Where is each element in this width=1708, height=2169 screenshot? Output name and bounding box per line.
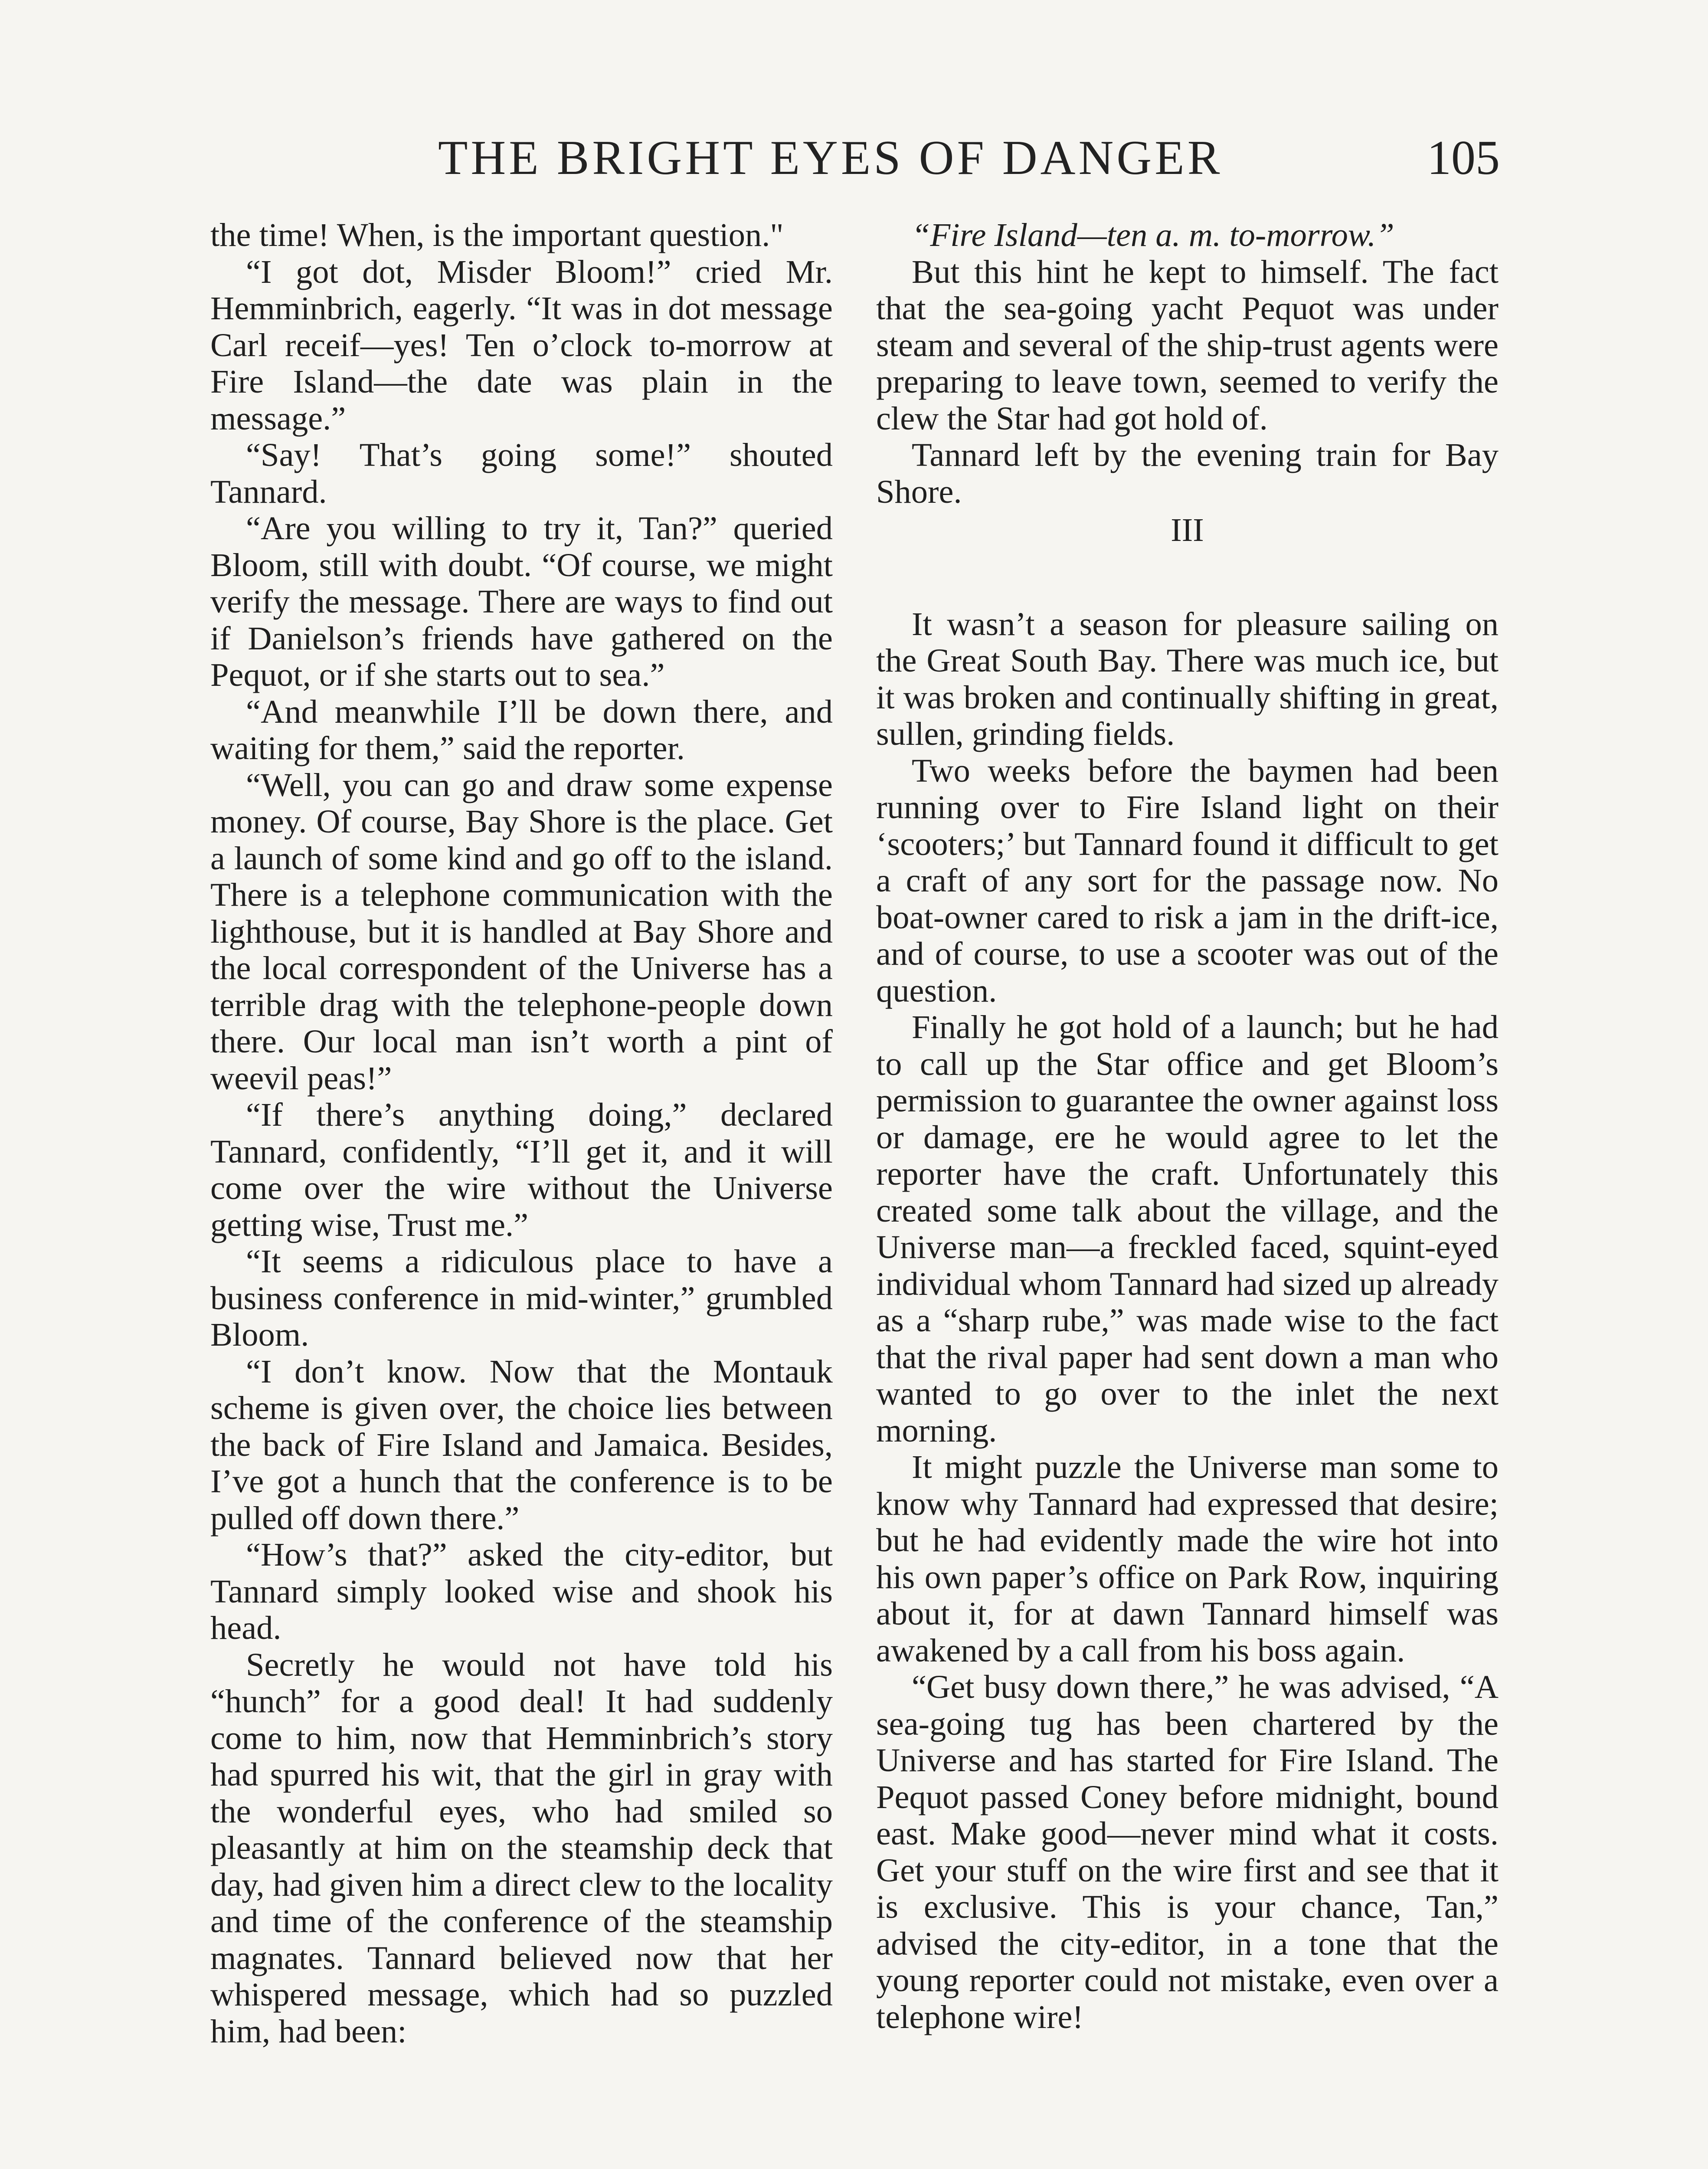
left-column	[210, 217, 833, 2050]
paragraph: Two weeks before the baymen had been running over to Fire Island light on their ‘scooters;’ but Tannard found it difficult to get a craft of any sort for the passage now. No boat-owner cared to risk a jam in the drift-ice, and of course, to use a scooter was out of the question.	[876, 752, 1499, 1009]
paragraph: “Say! That’s going some!” shouted Tannard.	[210, 436, 833, 510]
paragraph: “And meanwhile I’ll be down there, and waiting for them,” said the reporter.	[210, 693, 833, 767]
page-number: 105	[1427, 131, 1500, 185]
paragraph: the time! When, is the important question."	[210, 216, 784, 253]
paragraph: “How’s that?” asked the city-editor, but Tannard simply looked wise and shook his head.	[210, 1536, 833, 1646]
paragraph: “If there’s anything doing,” declared Tannard, confidently, “I’ll get it, and it will come over the wire without the Universe getting wise, Trust me.”	[210, 1096, 833, 1243]
paragraph: It might puzzle the Universe man some to know why Tannard had expressed that desire; but he had evidently made the wire hot into his own paper’s office on Park Row, inquiring about it, for at dawn Tannard himself was awakened by a call from his boss again.	[876, 1448, 1499, 1669]
paragraph: “Get busy down there,” he was advised, “A sea-going tug has been chartered by the Universe and has started for Fire Island. The Pequot passed Coney before midnight, bound east. Make good—never mind what it costs. Get your stuff on the wire first and see that it is exclusive. This is your chance, Tan,” advised the city-editor, in a tone that the young reporter could not mistake, even over a telephone wire!	[876, 1668, 1499, 2035]
page-header	[0, 130, 1708, 200]
paragraph: Tannard left by the evening train for Bay Shore.	[876, 436, 1499, 510]
section-number: III	[1171, 511, 1204, 548]
paragraph: Finally he got hold of a launch; but he had to call up the Star office and get Bloom’s permission to guarantee the owner against loss or damage, ere he would agree to let the reporter have the craft. Unfortunately this created some talk about the village, and the Universe man—a freckled faced, squint-eyed individual whom Tannard had sized up already as a “sharp rube,” was made wise to the fact that the rival paper had sent down a man who wanted to go over to the inlet the next morning.	[876, 1009, 1499, 1449]
running-title: THE BRIGHT EYES OF DANGER	[438, 131, 1223, 185]
paragraph: “It seems a ridiculous place to have a business conference in mid-winter,” grumbled Bloom.	[210, 1243, 833, 1353]
paragraph: It wasn’t a season for pleasure sailing on the Great South Bay. There was much ice, but it was broken and continually shifting in great, sullen, grinding fields.	[876, 605, 1499, 752]
paragraph: “Fire Island—ten a. m. to-morrow.”	[912, 216, 1394, 253]
paragraph: “I don’t know. Now that the Montauk scheme is given over, the choice lies between the back of Fire Island and Jamaica. Besides, I’ve got a hunch that the conference is to be pulled off down there.”	[210, 1353, 833, 1537]
paragraph: But this hint he kept to himself. The fact that the sea-going yacht Pequot was under steam and several of the ship-trust agents were preparing to leave town, seemed to verify the clew the Star had got hold of.	[876, 253, 1499, 437]
paragraph: “Well, you can go and draw some expense money. Of course, Bay Shore is the place. Get a launch of some kind and go off to the island. There is a telephone communication with the lighthouse, but it is handled at Bay Shore and the local correspondent of the Universe has a terrible drag with the telephone-people down there. Our local man isn’t worth a pint of weevil peas!”	[210, 766, 833, 1097]
paragraph: Secretly he would not have told his “hunch” for a good deal! It had suddenly come to him, now that Hemminbrich’s story had spurred his wit, that the girl in gray with the wonderful eyes, who had smiled so pleasantly at him on the steamship deck that day, had given him a direct clew to the locality and time of the conference of the steamship magnates. Tannard believed now that her whispered message, which had so puzzled him, had been:	[210, 1646, 833, 2050]
paragraph: “Are you willing to try it, Tan?” queried Bloom, still with doubt. “Of course, we might verify the message. There are ways to find out if Danielson’s friends have gathered on the Pequot, or if she starts out to sea.”	[210, 510, 833, 693]
paragraph: “I got dot, Misder Bloom!” cried Mr. Hemminbrich, eagerly. “It was in dot message Carl receif—yes! Ten o’clock to-morrow at Fire Island—the date was plain in the message.”	[210, 253, 833, 437]
right-column	[876, 217, 1499, 2035]
